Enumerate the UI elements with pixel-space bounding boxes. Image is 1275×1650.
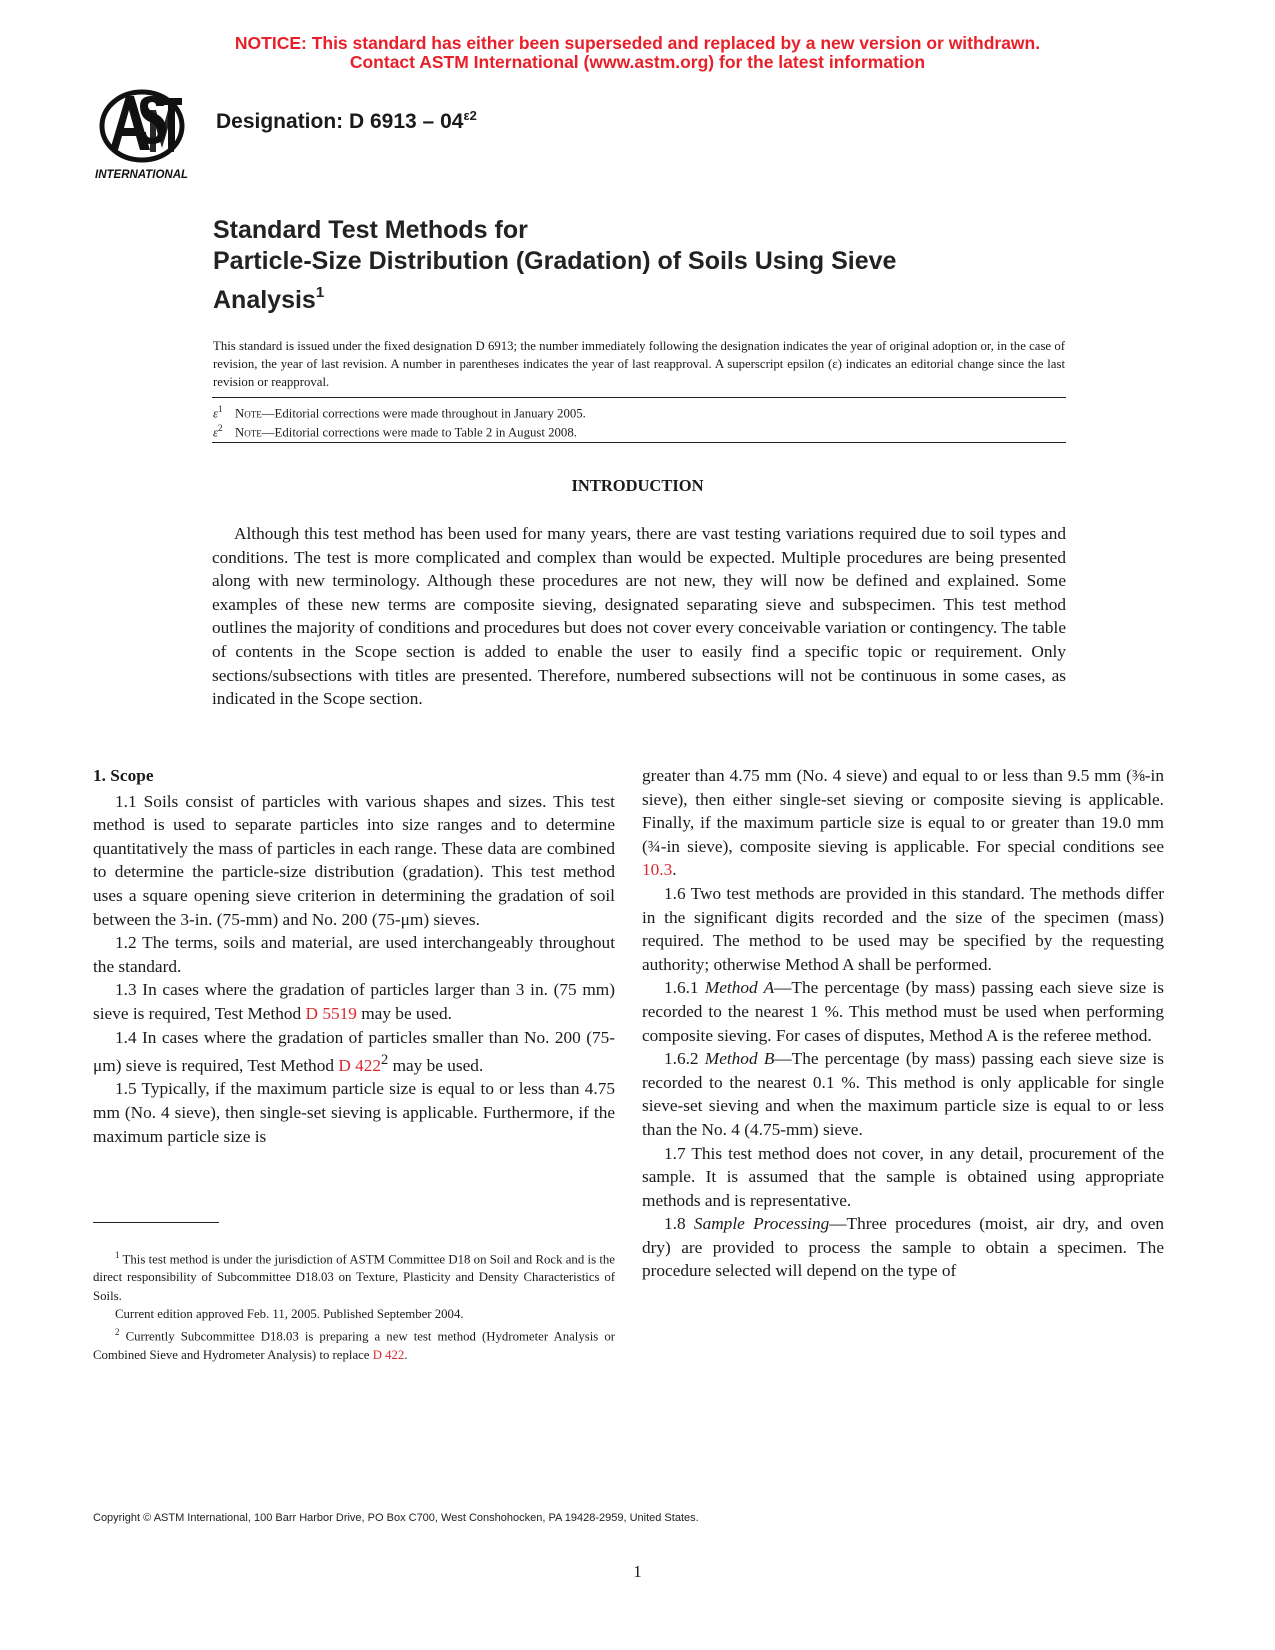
epsilon-number: 1 [218, 404, 223, 414]
footnote-2-marker: 2 [115, 1327, 120, 1338]
footnote-ref-2: 2 [381, 1052, 389, 1069]
paragraph-1-6-1 [642, 976, 1164, 1047]
logo-caption: INTERNATIONAL [95, 169, 189, 181]
notice-line-1: NOTICE: This standard has either been superseded and replaced by a new version or withdrawn. [234, 33, 1041, 53]
title-line-3: Analysis [213, 286, 316, 314]
right-column [642, 764, 1164, 1283]
footnote-divider [93, 1222, 219, 1223]
footnote-1-edition: Current edition approved Feb. 11, 2005. Published September 2004. [115, 1306, 464, 1321]
paragraph-1-8 [642, 1212, 1164, 1283]
paragraph-1-3 [93, 978, 615, 1025]
document-title [213, 215, 1093, 316]
epsilon-symbol: ε [213, 406, 219, 421]
divider-top [212, 397, 1066, 398]
sample-processing-title: Sample Processing [693, 1214, 830, 1234]
footnote-1 [93, 1246, 615, 1305]
notice-line-2: Contact ASTM International (www.astm.org) for the latest information [349, 52, 926, 72]
title-line-1: Standard Test Methods for [213, 216, 528, 244]
paragraph-1-2: 1.2 The terms, soils and material, are used interchangeably throughout the standard. [93, 933, 615, 976]
paragraph-number: 1.8 [664, 1214, 694, 1234]
paragraph-1-6: 1.6 Two test methods are provided in this standard. The methods differ in the significant digits recorded and the size of the specimen (mass) required. The method to be used may be specified by the requesting authority; otherwise Method A shall be performed. [642, 883, 1164, 974]
paragraph-1-3-tail: may be used. [356, 1003, 452, 1023]
scope-heading: 1. Scope [93, 766, 154, 785]
footnote-1-text: This test method is under the jurisdiction of ASTM Committee D18 on Soil and Rock and is the direct responsibility of Subcommittee D18.03 on Texture, Plasticity and Density Characteristics of Soils. [93, 1252, 615, 1303]
introduction-text: Although this test method has been used for many years, there are vast testing variations required due to soil types and conditions. The test is more complicated and complex than would be expected. Multiple procedures are being presented along with new terminology. Although these procedures are not new, they will now be defined and explained. Some examples of these new terms are composite sieving, designated separating sieve and subspecimen. This test method outlines the majority of conditions and procedures but does not cover every conceivable variation or contingency. The table of contents in the Scope section is added to enable the user to easily find a specific topic or requirement. Only sections/subsections with titles are presented. Therefore, numbered subsections will not be continuous in some cases, as indicated in the Scope section. [212, 524, 1066, 709]
note-text: —Editorial corrections were made throughout in January 2005. [261, 406, 586, 421]
designation-text: Designation: D 6913 – 04 [216, 110, 464, 133]
footnote-2 [93, 1323, 615, 1364]
footnote-2-text: Currently Subcommittee D18.03 is preparing a new test method (Hydrometer Analysis or Combined Sieve and Hydrometer Analysis) to replace [93, 1329, 615, 1362]
note-text: —Editorial corrections were made to Table 2 in August 2008. [261, 425, 577, 440]
link-d5519[interactable]: D 5519 [305, 1003, 357, 1023]
divider-bottom [212, 442, 1066, 443]
method-b-text: —The percentage (by mass) passing each sieve size is recorded to the nearest 0.1 %. This method is only applicable for single sieve-set sieving and when the maximum particle size is equal to or less than the No. 4 (4.75-mm) sieve. [642, 1049, 1164, 1139]
epsilon-number: 2 [218, 423, 223, 433]
copyright-line: Copyright © ASTM International, 100 Barr Harbor Drive, PO Box C700, West Conshohocken, PA 19428-2959, United States. [93, 1512, 699, 1524]
method-a-title: Method A [704, 978, 775, 998]
astm-logo [90, 88, 202, 186]
paragraph-1-3-text: 1.3 In cases where the gradation of particles larger than 3 in. (75 mm) sieve is required, Test Method [93, 980, 615, 1023]
paragraph-1-4-tail: may be used. [388, 1055, 484, 1075]
introduction-heading: INTRODUCTION [571, 476, 704, 495]
epsilon-symbol: ε [213, 425, 219, 440]
paragraph-1-7: 1.7 This test method does not cover, in any detail, procurement of the sample. It is assumed that the sample is obtained using appropriate methods and is representative. [642, 1143, 1164, 1210]
link-section-10-3[interactable]: 10.3 [642, 860, 673, 880]
footnote-link-d422[interactable]: D 422 [372, 1347, 405, 1362]
paragraph-1-5: 1.5 Typically, if the maximum particle size is equal to or less than 4.75 mm (No. 4 sieve), then single-set sieving is applicable. Furthermore, if the maximum particle size is [93, 1079, 615, 1146]
title-line-2: Particle-Size Distribution (Gradation) of Soils Using Sieve [213, 247, 897, 275]
link-d422[interactable]: D 422 [338, 1055, 382, 1075]
withdrawal-notice [0, 34, 1275, 72]
title-footnote-ref: 1 [315, 284, 325, 301]
footnote-2-tail: . [404, 1347, 408, 1362]
page-number: 1 [633, 1562, 642, 1581]
note-label: Note [235, 425, 262, 440]
left-column [93, 764, 615, 1148]
method-b-title: Method B [704, 1049, 775, 1069]
editorial-note-2 [213, 419, 1065, 441]
paragraph-1-5-cont-tail: . [672, 860, 677, 880]
paragraph-number: 1.6.2 [664, 1049, 705, 1069]
issued-note: This standard is issued under the fixed designation D 6913; the number immediately following the designation indicates the year of original adoption or, in the case of revision, the year of last revision. A number in parentheses indicates the year of last reapproval. A superscript epsilon (ε) indicates an editorial change since the last revision or reapproval. [213, 339, 1065, 389]
designation [216, 108, 477, 134]
sample-processing-text: —Three procedures (moist, air dry, and oven dry) are provided to process the sample to obtain a specimen. The procedure selected will depend on the type of [642, 1214, 1164, 1281]
footnote-1-marker: 1 [115, 1250, 120, 1260]
paragraph-number: 1.6.1 [664, 978, 705, 998]
paragraph-1-4-text: 1.4 In cases where the gradation of particles smaller than No. 200 (75-μm) sieve is required, Test Method [93, 1027, 615, 1075]
note-label: Note [235, 406, 262, 421]
designation-superscript: ε2 [463, 108, 477, 123]
paragraph-1-1: 1.1 Soils consist of particles with various shapes and sizes. This test method is used to separate particles into size ranges and to determine quantitatively the mass of particles in each range. These data are combined to determine the particle-size distribution (gradation). This test method uses a square opening sieve criterion in determining the gradation of soil between the 3-in. (75-mm) and No. 200 (75-μm) sieves. [93, 791, 615, 929]
paragraph-1-5-cont-text: greater than 4.75 mm (No. 4 sieve) and equal to or less than 9.5 mm (⅜-in sieve), then either single-set sieving or composite sieving is applicable. Finally, if the maximum particle size is equal to or greater than 19.0 mm (¾-in sieve), composite sieving is applicable. For special conditions see [642, 766, 1164, 856]
paragraph-1-4 [93, 1026, 615, 1078]
paragraph-1-5-continued [642, 764, 1164, 882]
footnotes [93, 1246, 615, 1364]
paragraph-1-6-2 [642, 1047, 1164, 1141]
method-a-text: —The percentage (by mass) passing each sieve size is recorded to the nearest 1 %. This method must be used when performing composite sieving. For cases of disputes, Method A is the referee method. [642, 978, 1164, 1045]
